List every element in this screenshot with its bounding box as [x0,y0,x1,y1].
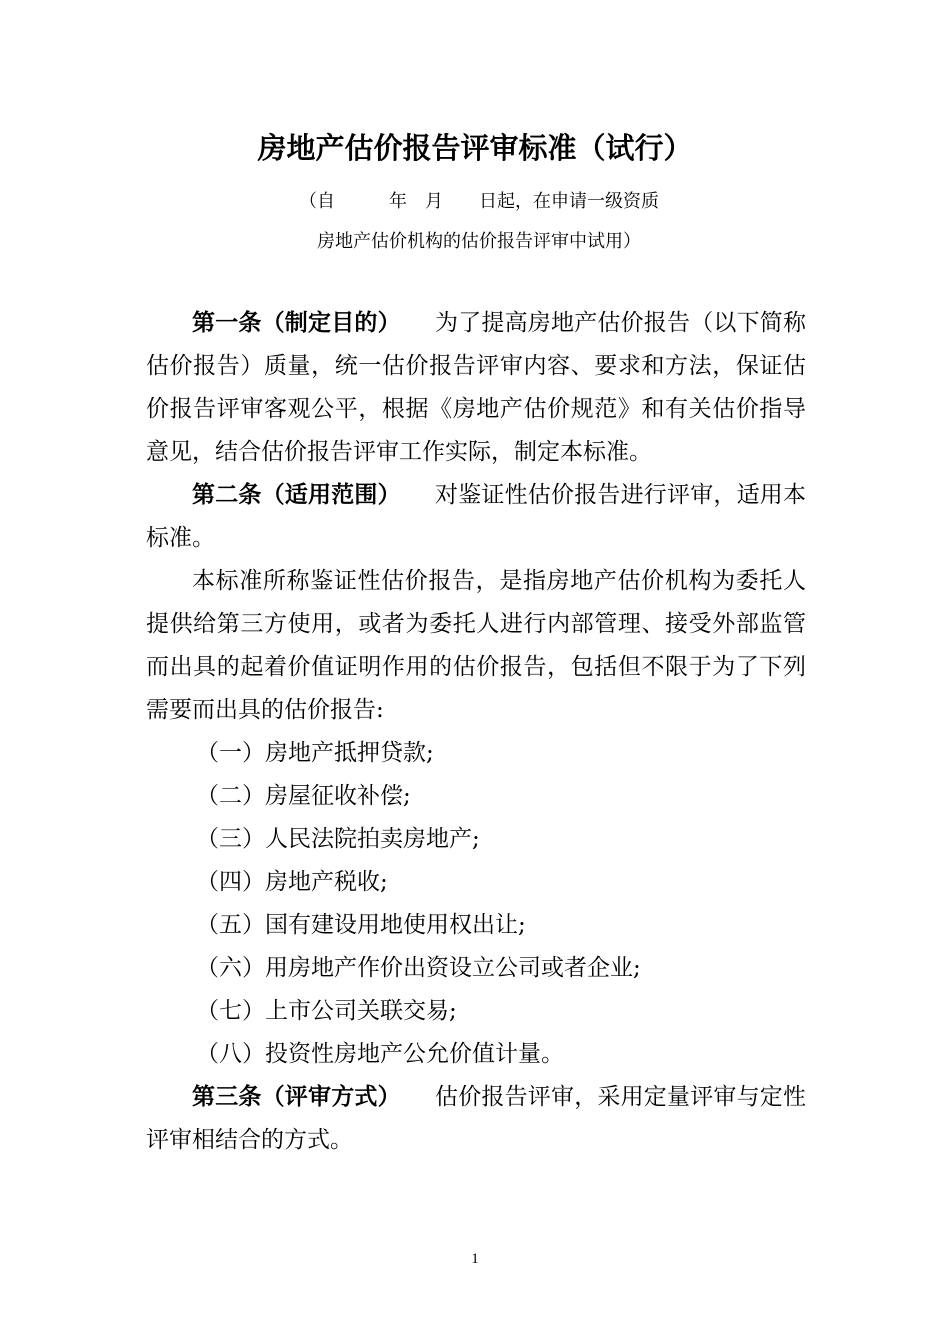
list-item: （二）房屋征收补偿; [196,783,411,809]
list-item: （五）国有建设用地使用权出让; [196,912,526,938]
document-title: 房地产估价报告评审标准（试行） [257,131,693,165]
article-2-text: 对鉴证性估价报告进行评审，适用本标准。 [146,482,807,551]
article-2-paragraph [146,474,806,560]
article-1-heading: 第一条（制定目的） [192,310,401,336]
subtitle-line-1: （自 年 月 日起，在申请一级资质 [299,191,659,212]
list-item: （四）房地产税收; [196,869,388,895]
page-number: 1 [471,1251,479,1267]
article-1-text: 为了提高房地产估价报告（以下简称估价报告）质量，统一估价报告评审内容、要求和方法，保证估价报告评审客观公平，根据《房地产估价规范》和有关估价指导意见，结合估价报告评审工作实际，制定本标准。 [146,310,807,465]
list-item: （七）上市公司关联交易; [196,998,457,1024]
subtitle-line-2: 房地产估价机构的估价报告评审中试用） [317,231,641,252]
article-3-heading: 第三条（评审方式） [192,1084,401,1110]
article-2-paragraph-2: 本标准所称鉴证性估价报告，是指房地产估价机构为委托人提供给第三方使用，或者为委托人进行内部管理、接受外部监管而出具的起着价值证明作用的估价报告，包括但不限于为了下列需要而出具的估价报告: [146,568,806,723]
list-item: （八）投资性房地产公允价值计量。 [196,1041,564,1067]
document-body [146,302,806,1162]
list-item: （一）房地产抵押贷款; [196,740,434,766]
article-2-heading: 第二条（适用范围） [192,482,401,508]
article-3-text: 估价报告评审，采用定量评审与定性评审相结合的方式。 [146,1084,807,1153]
article-1-paragraph [146,302,806,474]
article-3-paragraph [146,1076,806,1162]
list-item: （三）人民法院拍卖房地产; [196,826,480,852]
list-item: （六）用房地产作价出资设立公司或者企业; [196,955,641,981]
